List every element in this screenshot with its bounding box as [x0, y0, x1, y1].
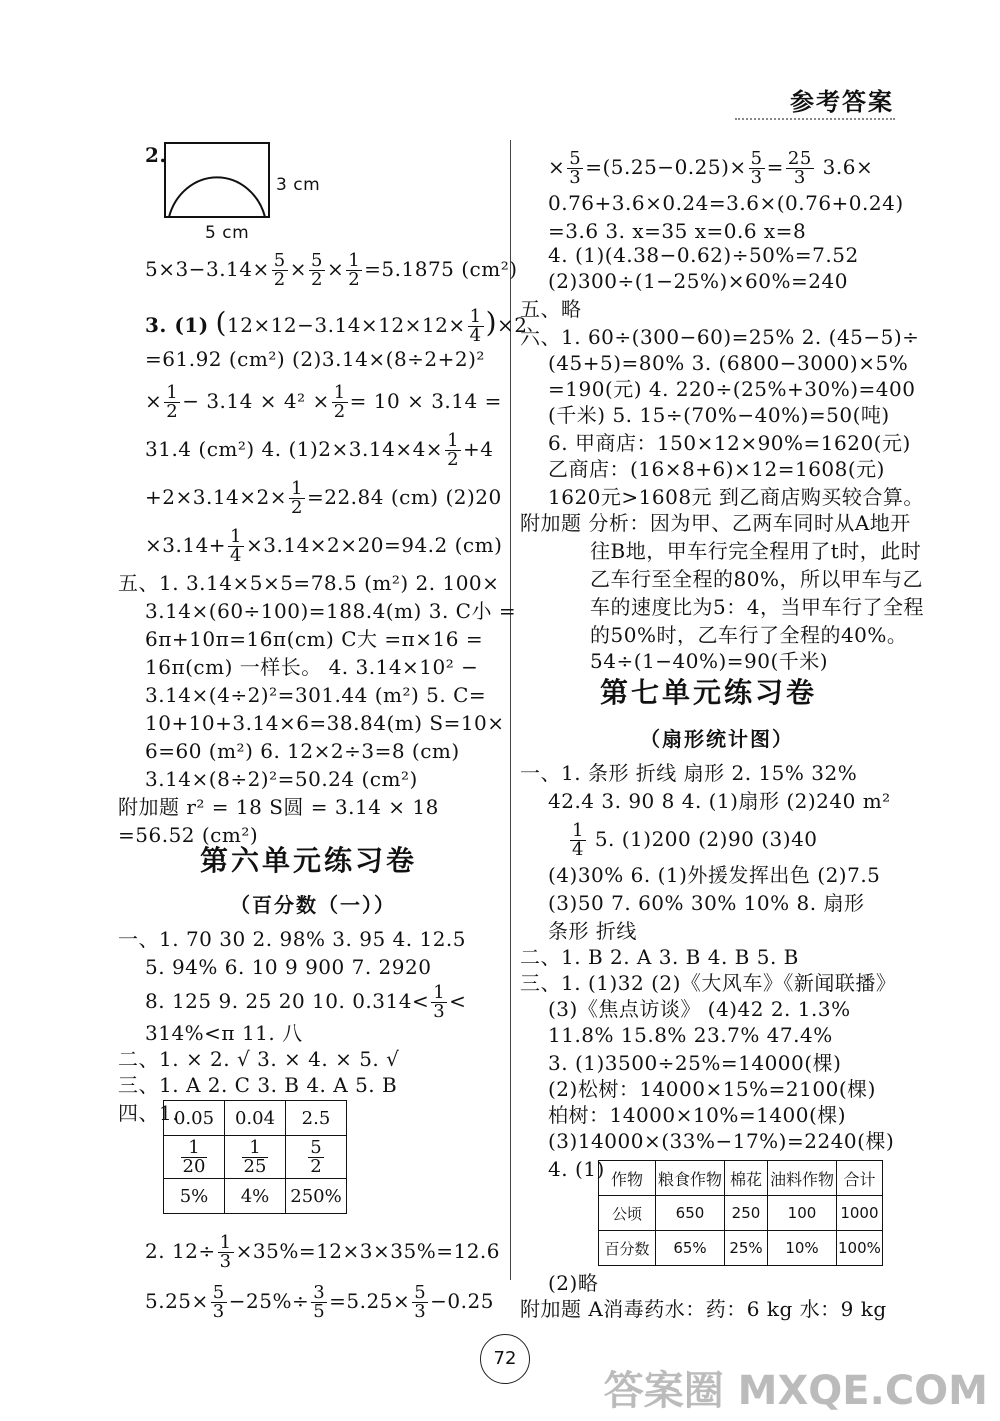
unit7-section3-line7: (3)14000×(33%−17%)=2240(棵): [548, 1129, 895, 1153]
unit7-line2: 42.4 3. 90 8 4. (1)扇形 (2)240 m²: [548, 789, 891, 813]
section5-line7: 6=60 (m²) 6. 12×2÷3=8 (cm): [145, 739, 460, 763]
fraction-table: [163, 1100, 347, 1214]
unit6-line3: 8. 125 9. 25 20 10. 0.314< $\frac{1}{3}$ <: [145, 982, 467, 1022]
crop-table: [598, 1160, 883, 1266]
right-line7: 六、1. 60÷(300−60)=25% 2. (45−5)÷: [520, 325, 920, 349]
crop-cell: 100: [768, 1196, 837, 1231]
unit6-q3-line: 5.25× $\frac{5}{3}$ −25%÷ $\frac{3}{5}$ =5.25× $\frac{5}{3}$ −0.25: [145, 1282, 494, 1322]
table-cell: 4%: [225, 1179, 286, 1214]
unit7-bonus: 附加题 A消毒药水：药：6 kg 水：9 kg: [520, 1297, 887, 1321]
unit7-line1: 一、1. 条形 折线 扇形 2. 15% 32%: [520, 761, 858, 785]
section5-line4: 16π(cm) 一样长。 4. 3.14×10² −: [145, 655, 479, 679]
section5-line8: 3.14×(8÷2)²=50.24 (cm²): [145, 767, 418, 791]
table-cell: $\frac{5}{2}$: [286, 1136, 347, 1179]
line-area-calc: 5×3−3.14× $\frac{5}{2}$ × $\frac{5}{2}$ × $\frac{1}{2}$ =5.1875 (cm²): [145, 250, 518, 290]
right-line15: 往B地，甲车行完全程用了t时，此时: [590, 539, 922, 563]
q3-line5: +2×3.14×2× $\frac{1}{2}$ =22.84 (cm) (2)20: [145, 478, 502, 518]
header-rule: [735, 118, 895, 120]
crop-cell: 25%: [725, 1231, 768, 1266]
right-line12: 乙商店：(16×8+6)×12=1608(元): [548, 457, 885, 481]
section5-line5: 3.14×(4÷2)²=301.44 (m²) 5. C=: [145, 683, 487, 707]
unit6-section4-label: 四、1.: [118, 1101, 180, 1125]
section5-line6: 10+10+3.14×6=38.84(m) S=10×: [145, 711, 505, 735]
figure-width: 5 cm: [205, 223, 250, 243]
right-line10: (千米) 5. 15÷(70%−40%)=50(吨): [548, 403, 890, 427]
table-cell: 250%: [286, 1179, 347, 1214]
unit7-section3-line5: (2)松树：14000×15%=2100(棵): [548, 1077, 876, 1101]
unit7-title: 第七单元练习卷: [600, 676, 818, 709]
right-line18: 的50%时，乙车行了全程的40%。: [590, 623, 908, 647]
semicircle-figure: [160, 140, 280, 220]
right-line4: 4. (1)(4.38−0.62)÷50%=7.52: [548, 243, 859, 267]
bonus-line1: 附加题 r² = 18 S圆 = 3.14 × 18: [118, 795, 439, 819]
unit7-section3-line2: (3)《焦点访谈》 (4)42 2. 1.3%: [548, 997, 851, 1021]
table-cell: 0.05: [164, 1101, 225, 1136]
table-cell: 5%: [164, 1179, 225, 1214]
watermark: 答案圈 MXQE.COM: [603, 1368, 988, 1414]
unit6-title: 第六单元练习卷: [200, 844, 418, 877]
right-line3: =3.6 3. x=35 x=0.6 x=8: [548, 219, 807, 243]
unit7-q4-label: 4. (1): [548, 1157, 605, 1181]
section5-line1: 五、1. 3.14×5×5=78.5 (m²) 2. 100×: [118, 571, 500, 595]
table-cell: $\frac{1}{20}$: [164, 1136, 225, 1179]
right-line8: (45+5)=80% 3. (6800−3000)×5%: [548, 351, 909, 375]
page-number: 72: [480, 1334, 530, 1384]
unit7-line4: (4)30% 6. (1)外援发挥出色 (2)7.5: [548, 863, 881, 887]
crop-header: 棉花: [725, 1161, 768, 1196]
bonus-line2: =56.52 (cm²): [118, 823, 259, 847]
crop-cell: 250: [725, 1196, 768, 1231]
right-line17: 车的速度比为5：4，当甲车行了全程: [590, 595, 924, 619]
right-line19: 54÷(1−40%)=90(千米): [590, 649, 829, 673]
crop-cell: 65%: [656, 1231, 725, 1266]
unit6-subtitle: （百分数（一））: [230, 893, 396, 917]
crop-cell: 650: [656, 1196, 725, 1231]
unit7-line5: (3)50 7. 60% 30% 10% 8. 扇形: [548, 891, 865, 915]
right-line9: =190(元) 4. 220÷(25%+30%)=400: [548, 377, 916, 401]
table-cell: 0.04: [225, 1101, 286, 1136]
crop-header: 油料作物: [768, 1161, 837, 1196]
q3-line1: 3. (1) (12×12−3.14×12×12× $\frac{1}{4}$ )×2: [145, 306, 528, 346]
unit6-section2: 二、1. × 2. √ 3. × 4. × 5. √: [118, 1047, 400, 1071]
q3-line3: × $\frac{1}{2}$ − 3.14 × 4² × $\frac{1}{2}$ = 10 × 3.14 =: [145, 382, 502, 422]
crop-header: 作物: [599, 1161, 656, 1196]
right-line6: 五、略: [520, 297, 582, 321]
unit7-section2: 二、1. B 2. A 3. B 4. B 5. B: [520, 945, 799, 969]
unit7-section3-line1: 三、1. (1)32 (2)《大风车》《新闻联播》: [520, 971, 897, 995]
section5-line3: 6π+10π=16π(cm) C大 =π×16 =: [145, 627, 484, 651]
right-line11: 6. 甲商店：150×12×90%=1620(元): [548, 431, 911, 455]
unit7-section3-line6: 柏树：14000×10%=1400(棵): [548, 1103, 847, 1127]
right-line1: × $\frac{5}{3}$ =(5.25−0.25)× $\frac{5}{3}$ = $\frac{25}{3}$ 3.6×: [548, 148, 874, 188]
figure-height: 3 cm: [276, 175, 321, 195]
unit6-line2: 5. 94% 6. 10 9 900 7. 2920: [145, 955, 432, 979]
crop-cell: 百分数: [599, 1231, 656, 1266]
table-cell: $\frac{1}{25}$: [225, 1136, 286, 1179]
crop-header: 粮食作物: [656, 1161, 725, 1196]
right-line5: (2)300÷(1−25%)×60%=240: [548, 269, 848, 293]
header-title: 参考答案: [790, 88, 894, 116]
crop-cell: 公顷: [599, 1196, 656, 1231]
crop-cell: 10%: [768, 1231, 837, 1266]
q3-line4: 31.4 (cm²) 4. (1)2×3.14×4× $\frac{1}{2}$ +4: [145, 430, 494, 470]
crop-header: 合计: [837, 1161, 883, 1196]
table-cell: 2.5: [286, 1101, 347, 1136]
right-line14: 附加题 分析：因为甲、乙两车同时从A地开: [520, 511, 911, 535]
right-line13: 1620元>1608元 到乙商店购买较合算。: [548, 485, 924, 509]
right-line2: 0.76+3.6×0.24=3.6×(0.76+0.24): [548, 191, 904, 215]
q2-label: 2.: [145, 143, 167, 167]
crop-cell: 1000: [837, 1196, 883, 1231]
unit7-q4-part2: (2)略: [548, 1271, 599, 1295]
unit7-line6: 条形 折线: [548, 919, 637, 943]
right-line16: 乙车行至全程的80%，所以甲车与乙: [590, 567, 923, 591]
unit7-section3-line3: 11.8% 15.8% 23.7% 47.4%: [548, 1023, 833, 1047]
q3-line2: =61.92 (cm²) (2)3.14×(8÷2+2)²: [145, 347, 485, 371]
unit7-line3: $\frac{1}{4}$ 5. (1)200 (2)90 (3)40: [572, 820, 818, 860]
unit7-section3-line4: 3. (1)3500÷25%=14000(棵): [548, 1051, 842, 1075]
unit7-subtitle: （扇形统计图）: [640, 727, 794, 751]
section5-line2: 3.14×(60÷100)=188.4(m) 3. C小 =: [145, 599, 517, 623]
unit6-line1: 一、1. 70 30 2. 98% 3. 95 4. 12.5: [118, 927, 467, 951]
unit6-line4: 314%<π 11. 八: [145, 1021, 303, 1045]
crop-cell: 100%: [837, 1231, 883, 1266]
q3-line6: ×3.14+ $\frac{1}{4}$ ×3.14×2×20=94.2 (cm): [145, 526, 503, 566]
unit6-q2-line: 2. 12÷ $\frac{1}{3}$ ×35%=12×3×35%=12.6: [145, 1232, 501, 1272]
unit6-section3: 三、1. A 2. C 3. B 4. A 5. B: [118, 1073, 398, 1097]
